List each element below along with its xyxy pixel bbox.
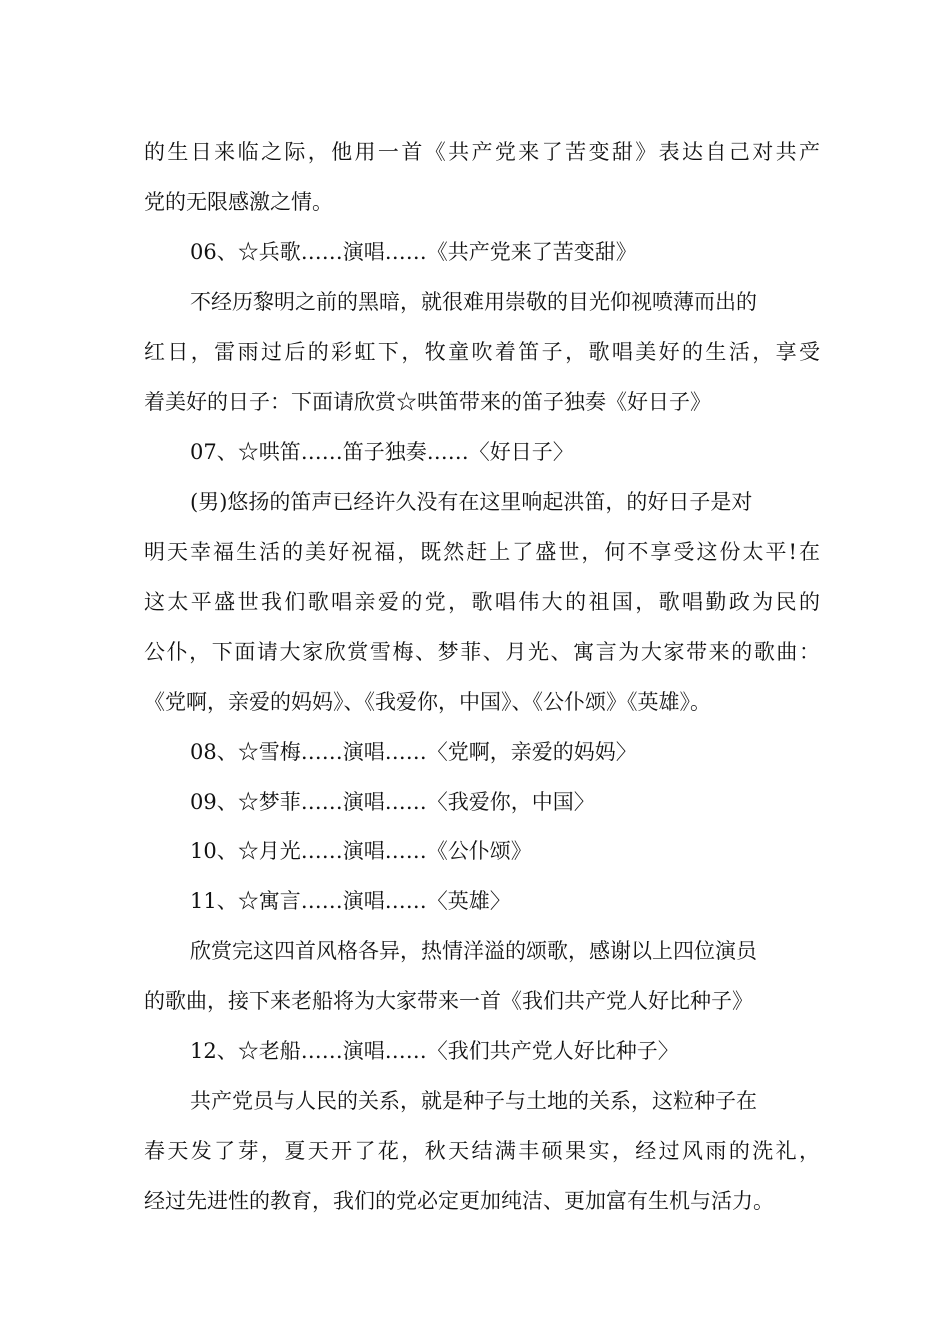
program-item-08: 08、☆雪梅……演唱……〈党啊，亲爱的妈妈〉 (190, 740, 637, 764)
program-item-06: 06、☆兵歌……演唱……《共产党来了苦变甜》 (190, 240, 637, 264)
program-item-10: 10、☆月光……演唱……《公仆颂》 (190, 839, 532, 863)
paragraph-line: 经过先进性的教育，我们的党必定更加纯洁、更加富有生机与活力。 (144, 1189, 774, 1213)
paragraph-line: (男)悠扬的笛声已经许久没有在这里响起洪笛，的好日子是对 (190, 490, 753, 514)
paragraph-line: 春天发了芽，夏天开了花，秋天结满丰硕果实，经过风雨的洗礼， (144, 1139, 820, 1163)
program-item-07: 07、☆哄笛……笛子独奏……〈好日子〉 (190, 440, 574, 464)
paragraph-line: 的生日来临之际，他用一首《共产党来了苦变甜》表达自己对共产 (144, 140, 820, 164)
paragraph-line: 这太平盛世我们歌唱亲爱的党，歌唱伟大的祖国，歌唱勤政为民的 (144, 590, 820, 614)
program-item-11: 11、☆寓言……演唱……〈英雄〉 (190, 889, 511, 913)
paragraph-line: 着美好的日子：下面请欣赏☆哄笛带来的笛子独奏《好日子》 (144, 390, 711, 414)
paragraph-line: 红日，雷雨过后的彩虹下，牧童吹着笛子，歌唱美好的生活，享受 (144, 340, 820, 364)
program-item-12: 12、☆老船……演唱……〈我们共产党人好比种子〉 (190, 1039, 679, 1063)
program-item-09: 09、☆梦菲……演唱……〈我爱你，中国〉 (190, 790, 595, 814)
paragraph-line: 不经历黎明之前的黑暗，就很难用崇敬的目光仰视喷薄而出的 (190, 290, 757, 314)
paragraph-line: 欣赏完这四首风格各异，热情洋溢的颂歌，感谢以上四位演员 (190, 939, 757, 963)
paragraph-line: 明天幸福生活的美好祝福，既然赶上了盛世，何不享受这份太平!在 (144, 540, 820, 564)
paragraph-line: 公仆，下面请大家欣赏雪梅、梦菲、月光、寓言为大家带来的歌曲： (144, 640, 820, 664)
paragraph-line: 共产党员与人民的关系，就是种子与土地的关系，这粒种子在 (190, 1089, 757, 1113)
paragraph-line: 《党啊，亲爱的妈妈》、《我爱你，中国》、《公仆颂》《英雄》。 (144, 690, 711, 714)
paragraph-line: 的歌曲，接下来老船将为大家带来一首《我们共产党人好比种子》 (144, 989, 753, 1013)
paragraph-line: 党的无限感激之情。 (144, 190, 333, 214)
